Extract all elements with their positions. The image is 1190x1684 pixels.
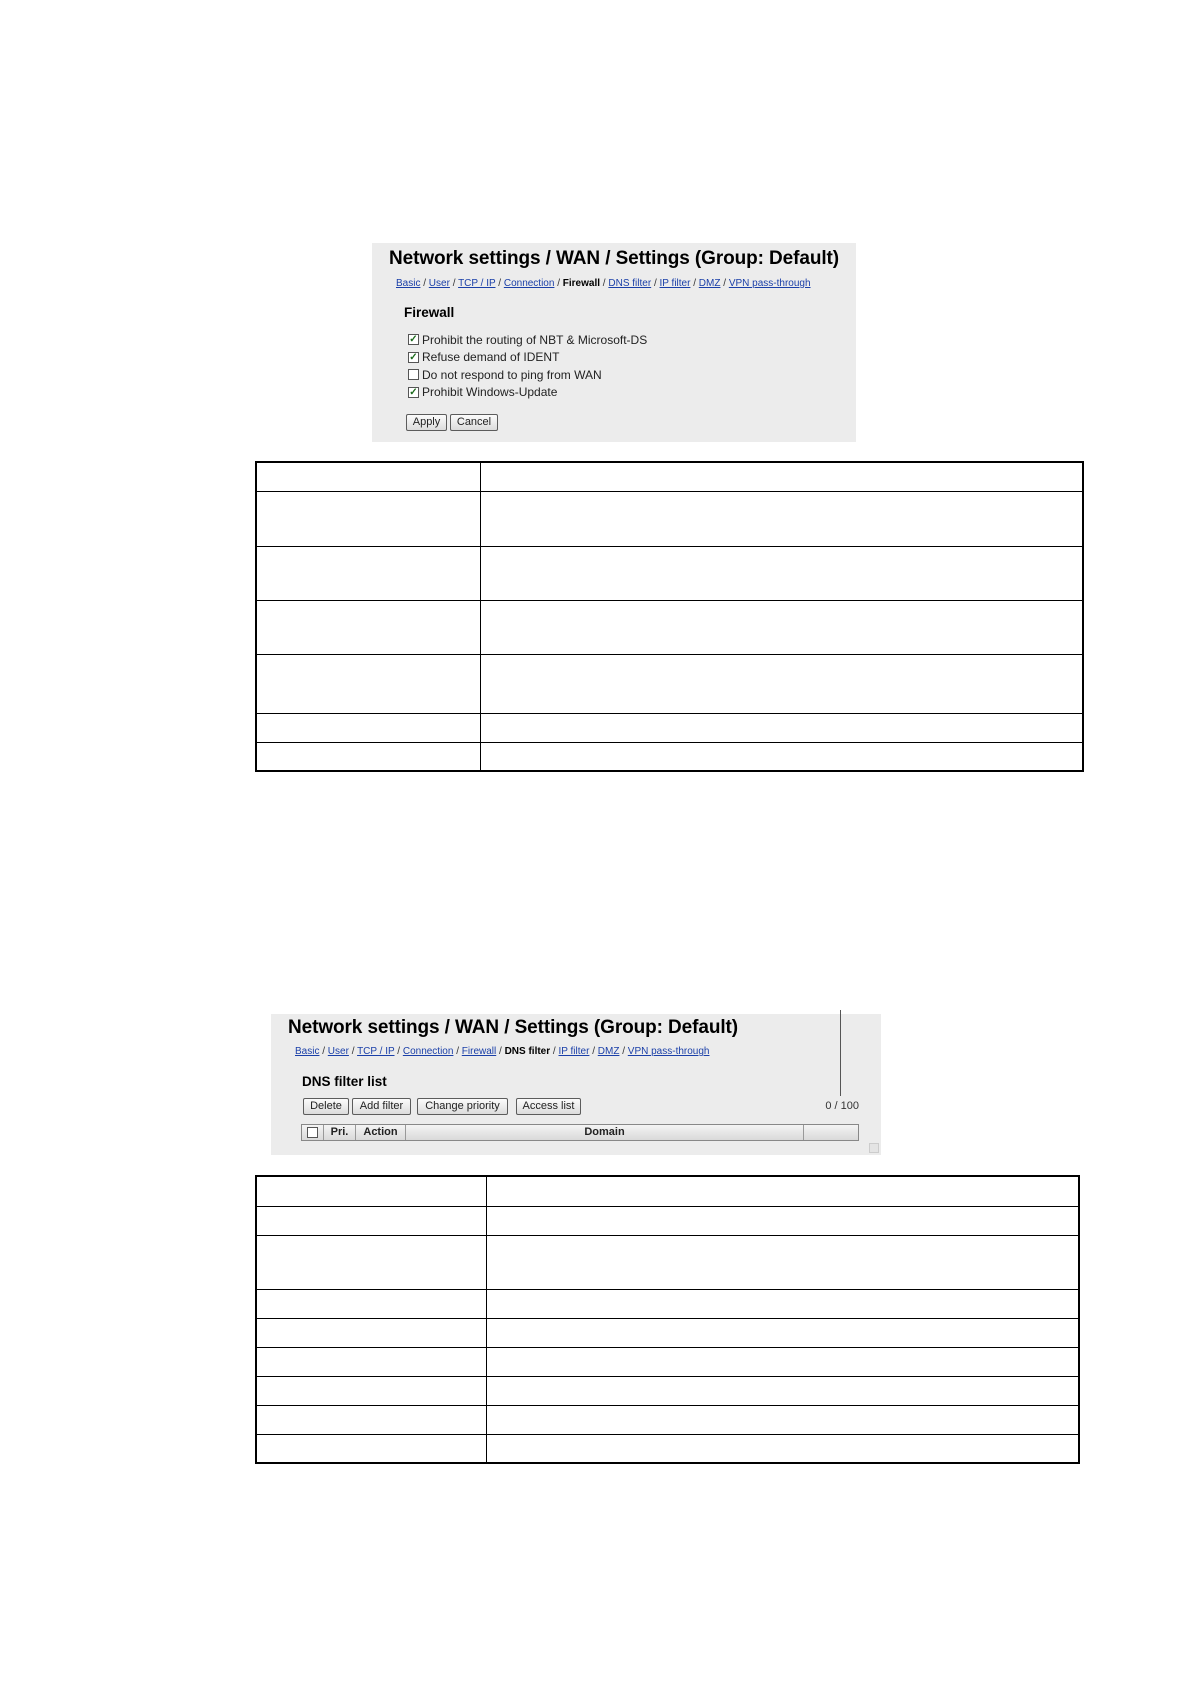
divider bbox=[840, 1010, 841, 1096]
page-title: Network settings / WAN / Settings (Group: Default) bbox=[288, 1017, 738, 1038]
firewall-settings-screenshot bbox=[372, 243, 856, 442]
tab-firewall[interactable]: Firewall bbox=[461, 1046, 497, 1057]
table-cell bbox=[256, 654, 480, 713]
option-label: Prohibit Windows-Update bbox=[422, 385, 558, 400]
table-row bbox=[256, 462, 1083, 491]
option-prohibit-nbt-routing[interactable] bbox=[408, 331, 647, 349]
table-row bbox=[256, 546, 1083, 600]
table-row bbox=[256, 1405, 1079, 1434]
tab-vpn-pass-through[interactable]: VPN pass-through bbox=[627, 1046, 710, 1057]
access-list-button[interactable]: Access list bbox=[516, 1098, 581, 1115]
table-cell bbox=[256, 713, 480, 742]
tab-tcp-ip[interactable]: TCP / IP bbox=[458, 278, 496, 289]
table-row bbox=[256, 600, 1083, 654]
delete-button[interactable]: Delete bbox=[303, 1098, 349, 1115]
tab-firewall[interactable]: Firewall bbox=[562, 278, 601, 289]
table-cell bbox=[480, 462, 1083, 491]
tab-dns-filter[interactable]: DNS filter bbox=[608, 278, 652, 289]
option-label: Prohibit the routing of NBT & Microsoft-DS bbox=[422, 332, 648, 347]
column-header-action[interactable]: Action bbox=[356, 1125, 406, 1140]
table-cell bbox=[486, 1347, 1079, 1376]
table-cell bbox=[256, 491, 480, 546]
table-cell bbox=[480, 491, 1083, 546]
section-heading: Firewall bbox=[404, 305, 455, 320]
option-refuse-ident[interactable] bbox=[408, 349, 647, 367]
table-cell bbox=[480, 654, 1083, 713]
checkbox[interactable]: ✓ bbox=[409, 351, 418, 363]
change-priority-button[interactable]: Change priority bbox=[417, 1098, 508, 1115]
tab-ip-filter[interactable]: IP filter bbox=[558, 1046, 590, 1057]
table-cell bbox=[256, 600, 480, 654]
tab-user[interactable]: User bbox=[428, 278, 450, 289]
tab-dmz[interactable]: DMZ bbox=[698, 278, 721, 289]
table-row bbox=[256, 1434, 1079, 1463]
page-title: Network settings / WAN / Settings (Group: Default) bbox=[389, 248, 839, 269]
add-filter-button[interactable]: Add filter bbox=[352, 1098, 411, 1115]
dns-filter-description-table bbox=[255, 1175, 1080, 1464]
column-header-priority[interactable]: Pri. bbox=[324, 1125, 356, 1140]
table-cell bbox=[256, 1347, 486, 1376]
table-cell bbox=[480, 713, 1083, 742]
table-row bbox=[256, 713, 1083, 742]
select-all-cell bbox=[302, 1125, 324, 1140]
option-label: Do not respond to ping from WAN bbox=[422, 367, 602, 382]
filter-count: 0 / 100 bbox=[825, 1100, 859, 1112]
table-row bbox=[256, 491, 1083, 546]
column-header-blank bbox=[804, 1125, 858, 1140]
table-cell bbox=[480, 600, 1083, 654]
settings-tab-bar: Basic / User / TCP / IP / Connection / Firewall / DNS filter / IP filter / DMZ / VPN pass-through bbox=[295, 1046, 710, 1057]
table-cell bbox=[486, 1376, 1079, 1405]
table-row bbox=[256, 654, 1083, 713]
table-row bbox=[256, 1206, 1079, 1235]
option-no-ping-response[interactable] bbox=[408, 366, 647, 384]
table-row bbox=[256, 742, 1083, 771]
section-heading: DNS filter list bbox=[302, 1074, 387, 1089]
option-label: Refuse demand of IDENT bbox=[422, 350, 560, 365]
column-header-domain[interactable]: Domain bbox=[406, 1125, 804, 1140]
table-row bbox=[256, 1318, 1079, 1347]
tab-connection[interactable]: Connection bbox=[402, 1046, 454, 1057]
table-cell bbox=[256, 1235, 486, 1289]
table-cell bbox=[256, 1289, 486, 1318]
checkbox[interactable]: ✓ bbox=[409, 334, 418, 346]
tab-basic[interactable]: Basic bbox=[295, 1046, 320, 1057]
table-cell bbox=[486, 1176, 1079, 1206]
tab-dns-filter[interactable]: DNS filter bbox=[504, 1046, 551, 1057]
table-cell bbox=[256, 462, 480, 491]
table-row bbox=[256, 1176, 1079, 1206]
table-cell bbox=[480, 742, 1083, 771]
table-cell bbox=[256, 1318, 486, 1347]
tab-vpn-pass-through[interactable]: VPN pass-through bbox=[728, 278, 811, 289]
firewall-description-table bbox=[255, 461, 1084, 772]
table-row bbox=[256, 1235, 1079, 1289]
table-cell bbox=[486, 1206, 1079, 1235]
select-all-checkbox[interactable] bbox=[307, 1127, 318, 1138]
resize-grip-icon[interactable] bbox=[869, 1143, 879, 1153]
dns-filter-screenshot bbox=[271, 1014, 881, 1155]
table-cell bbox=[256, 1434, 486, 1463]
table-cell bbox=[486, 1235, 1079, 1289]
cancel-button[interactable]: Cancel bbox=[450, 414, 498, 431]
apply-button[interactable]: Apply bbox=[406, 414, 447, 431]
table-cell bbox=[256, 1376, 486, 1405]
table-cell bbox=[256, 546, 480, 600]
table-cell bbox=[480, 546, 1083, 600]
table-row bbox=[256, 1347, 1079, 1376]
table-cell bbox=[486, 1405, 1079, 1434]
firewall-options bbox=[408, 331, 647, 401]
option-prohibit-windows-update[interactable] bbox=[408, 384, 647, 402]
table-row bbox=[256, 1376, 1079, 1405]
table-cell bbox=[486, 1318, 1079, 1347]
dns-filter-list-header bbox=[301, 1124, 859, 1141]
tab-basic[interactable]: Basic bbox=[396, 278, 421, 289]
table-cell bbox=[256, 742, 480, 771]
checkbox[interactable] bbox=[408, 369, 419, 380]
tab-ip-filter[interactable]: IP filter bbox=[659, 278, 691, 289]
table-row bbox=[256, 1289, 1079, 1318]
table-cell bbox=[486, 1434, 1079, 1463]
settings-tab-bar: Basic / User / TCP / IP / Connection / Firewall / DNS filter / IP filter / DMZ / VPN pass-through bbox=[396, 278, 811, 289]
table-cell bbox=[256, 1206, 486, 1235]
tab-user[interactable]: User bbox=[327, 1046, 349, 1057]
tab-tcp-ip[interactable]: TCP / IP bbox=[357, 1046, 395, 1057]
table-cell bbox=[486, 1289, 1079, 1318]
checkbox[interactable]: ✓ bbox=[409, 386, 418, 398]
table-cell bbox=[256, 1405, 486, 1434]
tab-dmz[interactable]: DMZ bbox=[597, 1046, 620, 1057]
table-cell bbox=[256, 1176, 486, 1206]
tab-connection[interactable]: Connection bbox=[503, 278, 555, 289]
